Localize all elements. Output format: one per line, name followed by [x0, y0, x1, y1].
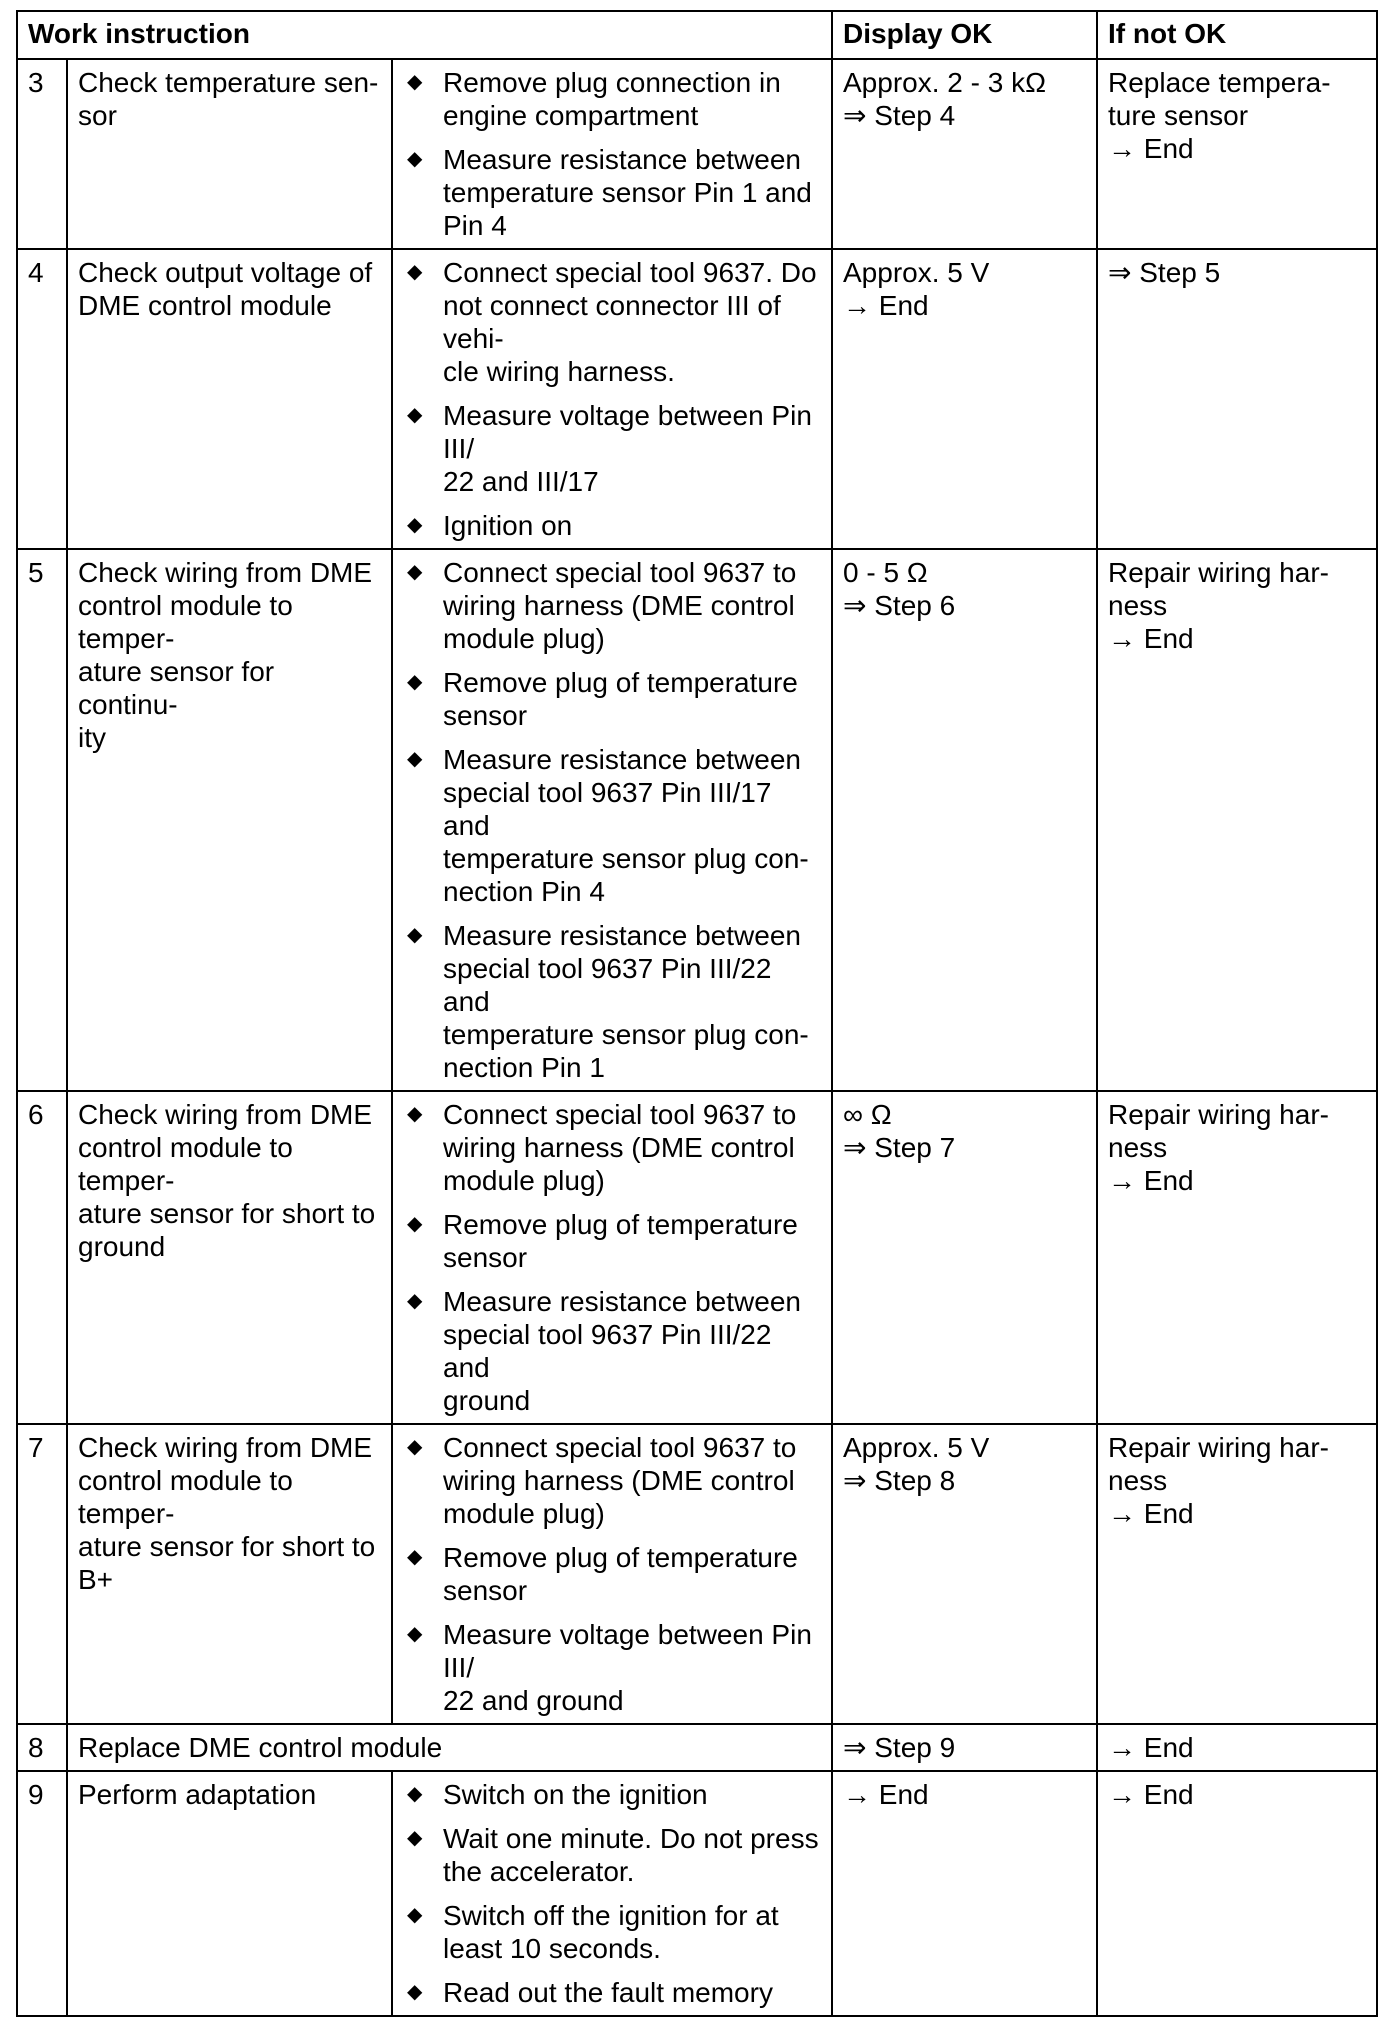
table-row [17, 1771, 1377, 2016]
if-not-ok-value: → End [1097, 1771, 1377, 2016]
procedure-step-text: Measure resistance between special tool 9637 Pin III/22 and temperature sensor plug con- nection Pin 1 [443, 920, 809, 1083]
step-number: 9 [17, 1771, 67, 2016]
list-item [403, 256, 821, 388]
task-description: Check output voltage of DME control module [67, 249, 392, 549]
procedure-steps [392, 1771, 832, 2016]
diamond-bullet-icon: ◆ [407, 404, 423, 426]
list-item [403, 1208, 821, 1274]
header-if-not-ok: If not OK [1097, 11, 1377, 59]
table-body [17, 59, 1377, 2016]
procedure-step-text: Connect special tool 9637 to wiring harness (DME control module plug) [443, 1432, 797, 1529]
task-description: Replace DME control module [67, 1724, 832, 1771]
list-item [403, 1541, 821, 1607]
header-work-instruction: Work instruction [17, 11, 832, 59]
step-number: 5 [17, 549, 67, 1091]
list-item [403, 666, 821, 732]
diamond-bullet-icon: ◆ [407, 1623, 423, 1645]
procedure-step-text: Measure voltage between Pin III/ 22 and ground [443, 1619, 812, 1716]
diamond-bullet-icon: ◆ [407, 1904, 423, 1926]
diamond-bullet-icon: ◆ [407, 1213, 423, 1235]
procedure-step-text: Measure resistance between special tool 9637 Pin III/17 and temperature sensor plug con- nection Pin 4 [443, 744, 809, 907]
procedure-step-text: Ignition on [443, 510, 573, 541]
procedure-step-text: Wait one minute. Do not press the accelerator. [443, 1823, 819, 1887]
if-not-ok-value: Replace tempera- ture sensor → End [1097, 59, 1377, 249]
list-item [403, 1285, 821, 1417]
if-not-ok-value: Repair wiring har- ness → End [1097, 549, 1377, 1091]
diamond-bullet-icon: ◆ [407, 1436, 423, 1458]
table-row [17, 249, 1377, 549]
diamond-bullet-icon: ◆ [407, 1981, 423, 2003]
procedure-step-list [403, 1098, 821, 1417]
display-ok-value: Approx. 2 - 3 kΩ ⇒ Step 4 [832, 59, 1097, 249]
diamond-bullet-icon: ◆ [407, 748, 423, 770]
list-item [403, 1098, 821, 1197]
list-item [403, 743, 821, 908]
procedure-step-text: Switch off the ignition for at least 10 seconds. [443, 1900, 779, 1964]
step-number: 4 [17, 249, 67, 549]
procedure-step-text: Measure resistance between special tool 9637 Pin III/22 and ground [443, 1286, 801, 1416]
diamond-bullet-icon: ◆ [407, 1546, 423, 1568]
diamond-bullet-icon: ◆ [407, 514, 423, 536]
diamond-bullet-icon: ◆ [407, 671, 423, 693]
procedure-step-text: Remove plug of temperature sensor [443, 667, 798, 731]
table-row [17, 59, 1377, 249]
list-item [403, 399, 821, 498]
display-ok-value: → End [832, 1771, 1097, 2016]
procedure-step-text: Read out the fault memory [443, 1977, 773, 2008]
procedure-step-text: Connect special tool 9637. Do not connect connector III of vehi- cle wiring harness. [443, 257, 817, 387]
diamond-bullet-icon: ◆ [407, 1783, 423, 1805]
procedure-step-list [403, 1778, 821, 2009]
diamond-bullet-icon: ◆ [407, 924, 423, 946]
step-number: 3 [17, 59, 67, 249]
display-ok-value: Approx. 5 V ⇒ Step 8 [832, 1424, 1097, 1724]
list-item [403, 1431, 821, 1530]
header-row [17, 11, 1377, 59]
display-ok-value: ∞ Ω ⇒ Step 7 [832, 1091, 1097, 1424]
diamond-bullet-icon: ◆ [407, 261, 423, 283]
procedure-steps [392, 249, 832, 549]
work-instruction-table [16, 10, 1378, 2017]
list-item [403, 919, 821, 1084]
task-description: Perform adaptation [67, 1771, 392, 2016]
diamond-bullet-icon: ◆ [407, 148, 423, 170]
procedure-step-list [403, 556, 821, 1084]
procedure-step-text: Connect special tool 9637 to wiring harness (DME control module plug) [443, 557, 797, 654]
list-item [403, 1822, 821, 1888]
list-item [403, 1899, 821, 1965]
display-ok-value: ⇒ Step 9 [832, 1724, 1097, 1771]
if-not-ok-value: → End [1097, 1724, 1377, 1771]
procedure-steps [392, 1424, 832, 1724]
diamond-bullet-icon: ◆ [407, 1103, 423, 1125]
procedure-step-text: Remove plug of temperature sensor [443, 1209, 798, 1273]
task-description: Check wiring from DME control module to temper- ature sensor for short to ground [67, 1091, 392, 1424]
display-ok-value: Approx. 5 V → End [832, 249, 1097, 549]
diamond-bullet-icon: ◆ [407, 1290, 423, 1312]
procedure-steps [392, 1091, 832, 1424]
diamond-bullet-icon: ◆ [407, 561, 423, 583]
diamond-bullet-icon: ◆ [407, 71, 423, 93]
table-row [17, 1724, 1377, 1771]
step-number: 6 [17, 1091, 67, 1424]
procedure-step-text: Measure resistance between temperature sensor Pin 1 and Pin 4 [443, 144, 812, 241]
header-display-ok: Display OK [832, 11, 1097, 59]
table-row [17, 1424, 1377, 1724]
procedure-step-text: Switch on the ignition [443, 1779, 708, 1810]
list-item [403, 1618, 821, 1717]
step-number: 8 [17, 1724, 67, 1771]
task-description: Check wiring from DME control module to temper- ature sensor for continu- ity [67, 549, 392, 1091]
procedure-step-text: Remove plug connection in engine compartment [443, 67, 781, 131]
task-description: Check wiring from DME control module to temper- ature sensor for short to B+ [67, 1424, 392, 1724]
if-not-ok-value: ⇒ Step 5 [1097, 249, 1377, 549]
if-not-ok-value: Repair wiring har- ness → End [1097, 1091, 1377, 1424]
procedure-step-text: Measure voltage between Pin III/ 22 and III/17 [443, 400, 812, 497]
procedure-step-list [403, 66, 821, 242]
procedure-step-list [403, 256, 821, 542]
procedure-step-list [403, 1431, 821, 1717]
list-item [403, 1976, 821, 2009]
procedure-steps [392, 59, 832, 249]
procedure-step-text: Connect special tool 9637 to wiring harness (DME control module plug) [443, 1099, 797, 1196]
procedure-steps [392, 549, 832, 1091]
list-item [403, 143, 821, 242]
display-ok-value: 0 - 5 Ω ⇒ Step 6 [832, 549, 1097, 1091]
if-not-ok-value: Repair wiring har- ness → End [1097, 1424, 1377, 1724]
list-item [403, 556, 821, 655]
list-item [403, 66, 821, 132]
procedure-step-text: Remove plug of temperature sensor [443, 1542, 798, 1606]
table-row [17, 549, 1377, 1091]
task-description: Check temperature sen- sor [67, 59, 392, 249]
list-item [403, 509, 821, 542]
diamond-bullet-icon: ◆ [407, 1827, 423, 1849]
table-row [17, 1091, 1377, 1424]
step-number: 7 [17, 1424, 67, 1724]
list-item [403, 1778, 821, 1811]
